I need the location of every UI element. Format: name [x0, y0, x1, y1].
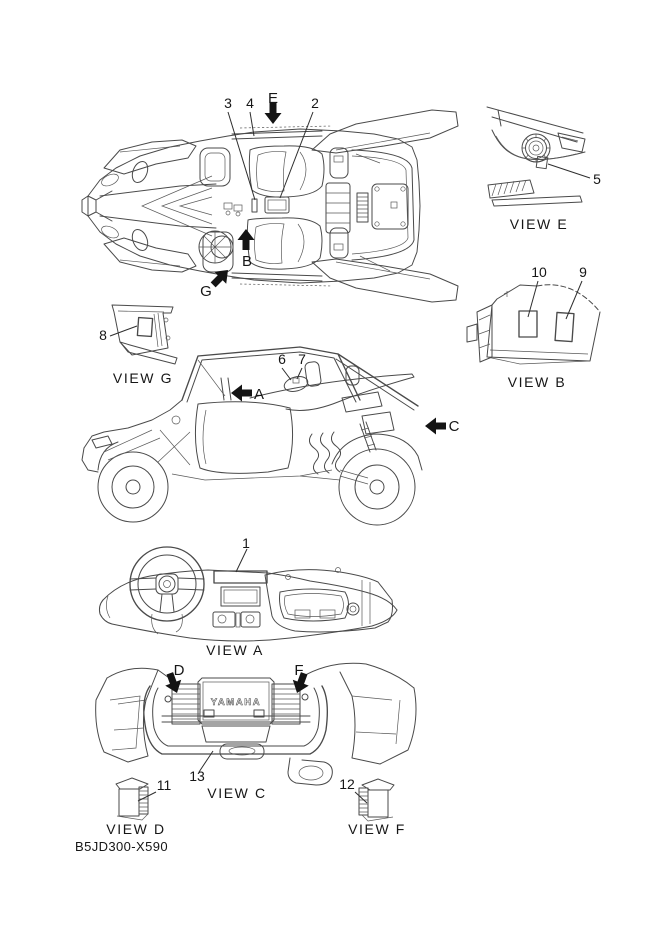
direction-arrow-b-icon: [238, 229, 255, 250]
leader-line-7: [297, 368, 302, 379]
direction-letter-a: A: [253, 386, 265, 403]
direction-letter-e: E: [267, 90, 279, 107]
leader-line-12: [355, 792, 367, 803]
callout-4: 4: [246, 95, 254, 111]
view-a-label: VIEW A: [206, 642, 264, 658]
top-view-illustration: [82, 110, 458, 302]
leader-line-5: [548, 164, 590, 178]
callout-6: 6: [278, 351, 286, 367]
callout-3: 3: [224, 95, 232, 111]
view-c-label: VIEW C: [207, 785, 267, 801]
callout-13: 13: [189, 768, 205, 784]
view-f-label: VIEW F: [348, 821, 406, 837]
view-g-illustration: [112, 305, 177, 364]
callout-2: 2: [311, 95, 319, 111]
callout-9: 9: [579, 264, 587, 280]
direction-letter-f: F: [294, 662, 304, 679]
callout-11: 11: [156, 777, 172, 793]
direction-letter-d: D: [173, 662, 185, 679]
leader-line-6: [282, 368, 291, 380]
direction-arrows: [162, 103, 446, 696]
leader-line-3: [228, 112, 255, 200]
view-g-label: VIEW G: [112, 370, 174, 386]
callout-10: 10: [531, 264, 547, 280]
tailgate-brand-text: YAMAHA: [210, 697, 262, 708]
direction-arrow-a-icon: [231, 385, 252, 402]
view-e-label: VIEW E: [509, 216, 569, 232]
view-c-illustration: [96, 663, 416, 785]
direction-arrow-c-icon: [425, 418, 446, 435]
view-d-part-illustration: [116, 778, 148, 820]
leader-line-1: [236, 549, 247, 572]
direction-letter-b: B: [241, 253, 253, 270]
leader-line-11: [138, 792, 156, 801]
view-b-label: VIEW B: [507, 374, 567, 390]
leader-line-2: [280, 112, 313, 198]
part-code: B5JD300-X590: [75, 839, 168, 854]
callout-8: 8: [99, 327, 107, 343]
direction-letter-g: G: [200, 283, 212, 300]
view-a-illustration: [99, 547, 397, 641]
callout-5: 5: [593, 171, 601, 187]
view-d-label: VIEW D: [106, 821, 166, 837]
callout-12: 12: [339, 776, 355, 792]
view-e-illustration: [487, 107, 585, 206]
direction-letter-c: C: [448, 418, 460, 435]
leader-line-8: [110, 326, 137, 336]
callout-1: 1: [242, 535, 250, 551]
callout-7: 7: [298, 351, 306, 367]
